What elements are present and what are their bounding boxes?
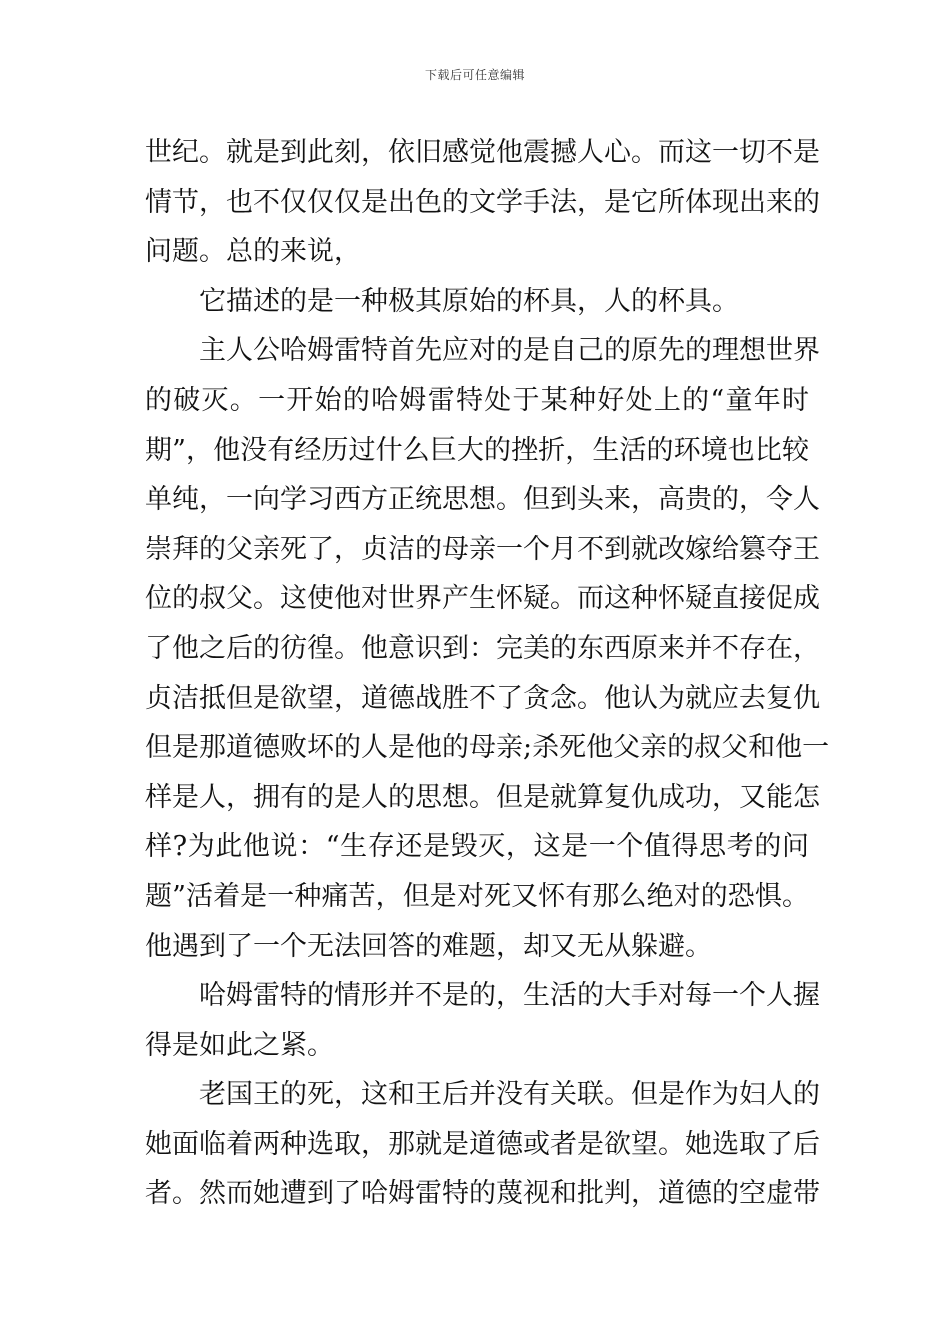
text-line: 样是人，拥有的是人的思想。但是就算复仇成功，又能怎 (145, 781, 820, 813)
text-line: 问题。总的来说， (145, 236, 361, 268)
text-line: 期”，他没有经历过什么巨大的挫折，生活的环境也比较 (145, 434, 809, 466)
page-header: 下载后可任意编辑 (424, 68, 525, 82)
text-line: 得是如此之紧。 (145, 1029, 334, 1061)
text-line: 主人公哈姆雷特首先应对的是自己的原先的理想世界 (199, 335, 820, 367)
text-line: 老国王的死，这和王后并没有关联。但是作为妇人的 (199, 1079, 820, 1111)
text-line: 但是那道德败坏的人是他的母亲;杀死他父亲的叔父和他一 (145, 732, 830, 764)
text-line: 它描述的是一种极其原始的杯具，人的杯具。 (199, 285, 739, 317)
text-line: 题”活着是一种痛苦，但是对死又怀有那么绝对的恐惧。 (145, 880, 809, 912)
text-line: 贞洁抵但是欲望，道德战胜不了贪念。他认为就应去复仇 (145, 682, 820, 714)
text-line: 他遇到了一个无法回答的难题，却又无从躲避。 (145, 930, 712, 962)
text-line: 哈姆雷特的情形并不是的，生活的大手对每一个人握 (199, 980, 820, 1012)
text-line: 单纯，一向学习西方正统思想。但到头来，高贵的，令人 (145, 484, 820, 516)
text-line: 位的叔父。这使他对世界产生怀疑。而这种怀疑直接促成 (145, 583, 820, 615)
text-line: 者。然而她遭到了哈姆雷特的蔑视和批判，道德的空虚带 (145, 1178, 820, 1210)
text-line: 样?为此他说：“生存还是毁灭，这是一个值得思考的问 (145, 831, 809, 863)
body-text (145, 128, 830, 1219)
text-line: 了他之后的彷徨。他意识到：完美的东西原来并不存在， (145, 632, 820, 664)
text-line: 她面临着两种选取，那就是道德或者是欲望。她选取了后 (145, 1128, 820, 1160)
text-line: 崇拜的父亲死了，贞洁的母亲一个月不到就改嫁给篡夺王 (145, 533, 820, 565)
text-line: 情节，也不仅仅仅是出色的文学手法，是它所体现出来的 (145, 186, 820, 218)
text-line: 世纪。就是到此刻，依旧感觉他震撼人心。而这一切不是 (145, 137, 820, 168)
text-line: 的破灭。一开始的哈姆雷特处于某种好处上的“童年时 (145, 384, 809, 416)
